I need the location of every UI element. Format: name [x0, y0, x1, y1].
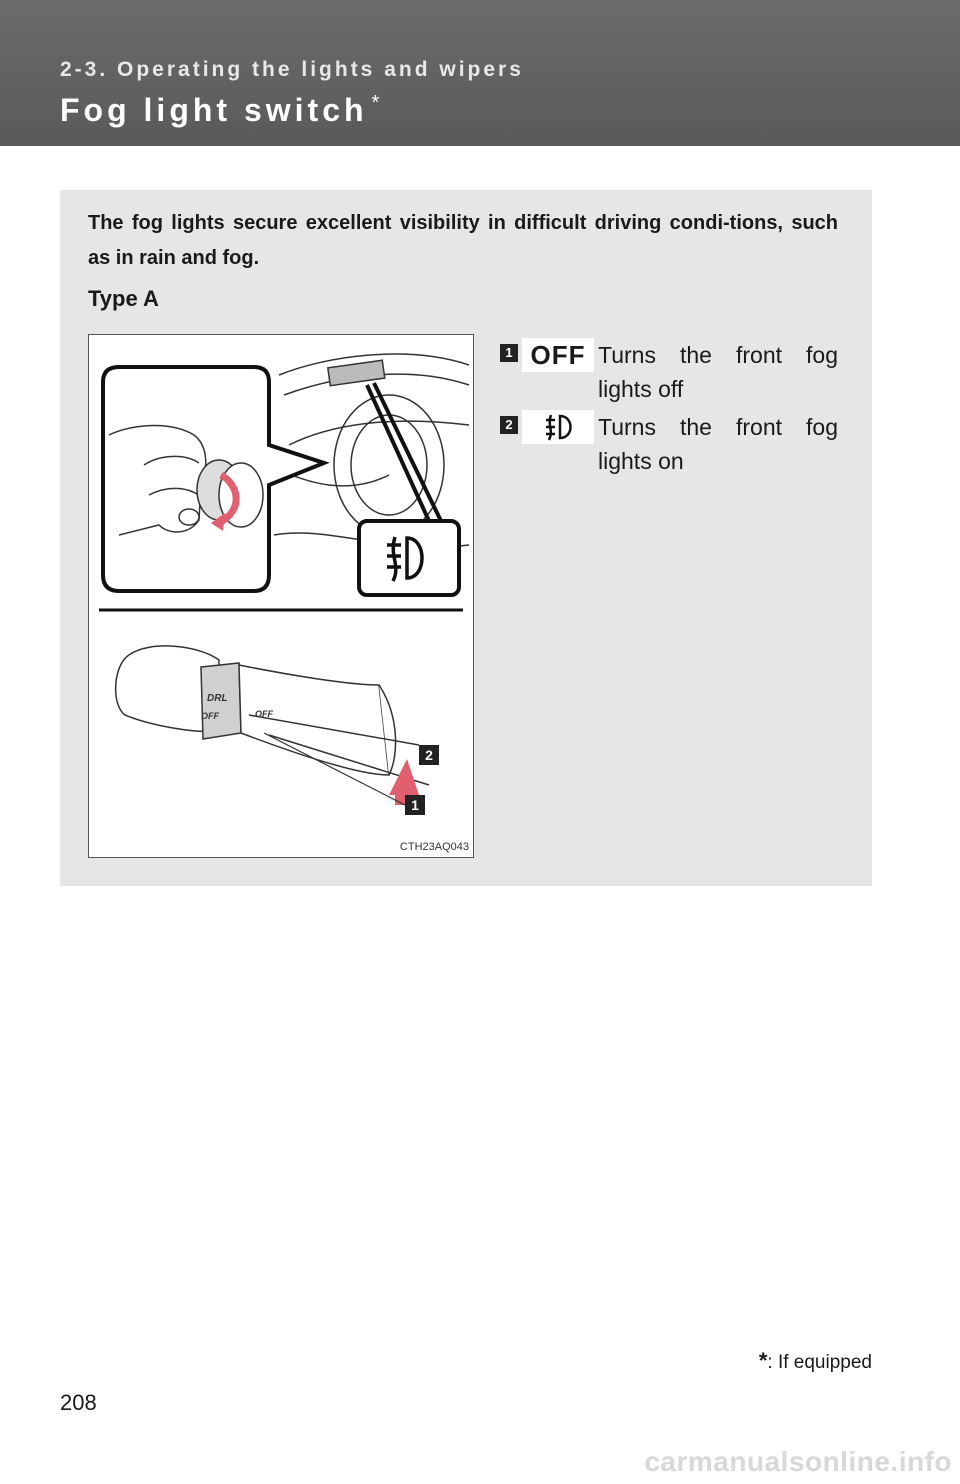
footnote	[759, 1348, 872, 1374]
fog-switch-illustration	[88, 334, 474, 858]
if-equipped-mark: *	[371, 92, 384, 115]
watermark: carmanualsonline.info	[644, 1446, 952, 1477]
front-fog-light-icon	[538, 412, 578, 442]
figure-callout-1	[405, 795, 425, 815]
content-box	[60, 190, 872, 886]
off-symbol-text: OFF	[530, 339, 586, 370]
page-number: 208	[60, 1390, 97, 1415]
legend-text-off: Turns the front fog lights off	[598, 342, 838, 402]
page-header	[0, 0, 960, 146]
lever-label-off-left: OFF	[201, 711, 219, 721]
page-title-text: Fog light switch	[60, 92, 368, 128]
figure-code: CTH23AQ043	[399, 841, 469, 853]
figure-callout-2	[419, 745, 439, 765]
section-label: 2-3. Operating the lights and wipers	[60, 58, 524, 81]
legend-number-1: 1	[500, 344, 518, 362]
lever-label-drl: DRL	[207, 693, 228, 704]
callout-2-text: 2	[425, 747, 433, 763]
legend-symbol-fog	[522, 410, 594, 444]
illustration-svg	[89, 335, 473, 857]
pointer-lines	[367, 383, 441, 521]
type-heading: Type A	[88, 286, 159, 311]
footnote-mark: *	[758, 1348, 768, 1373]
intro-paragraph: The fog lights secure excellent visibility in difficult driving condi-tions, such as in rain and fog.	[88, 212, 838, 269]
lever-label-off-right: OFF	[255, 709, 273, 719]
legend-number-2: 2	[500, 416, 518, 434]
page-title	[60, 92, 383, 129]
legend-text-on: Turns the front fog lights on	[598, 414, 838, 474]
footnote-text: : If equipped	[767, 1352, 872, 1373]
fog-icon-box	[359, 521, 459, 595]
callout-1-text: 1	[411, 797, 419, 813]
legend-symbol-off	[522, 338, 594, 372]
